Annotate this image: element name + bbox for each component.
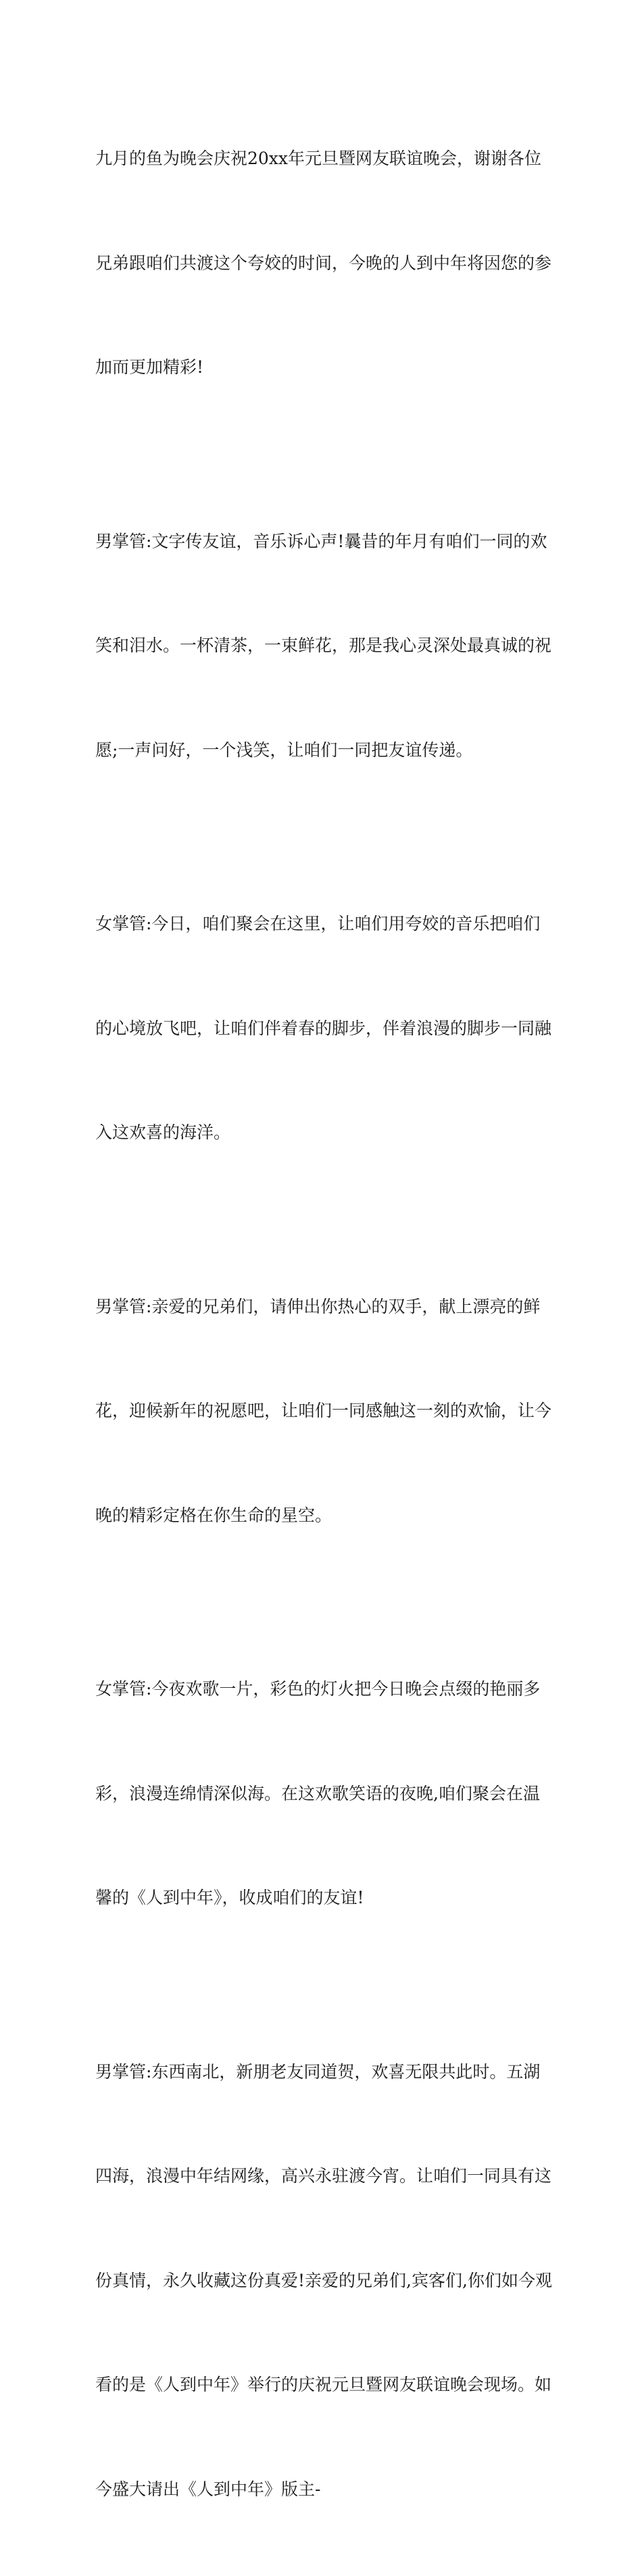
text-line: 看的是《人到中年》举行的庆祝元旦暨网友联谊晚会现场。如 — [95, 2367, 555, 2402]
text-line: 份真情，永久收藏这份真爱!亲爱的兄弟们,宾客们,你们如今观 — [95, 2263, 555, 2298]
text-line: 笑和泪水。一杯清茶，一束鲜花，那是我心灵深处最真诚的祝 — [95, 628, 555, 663]
text-line: 男掌管:文字传友谊，音乐诉心声!曩昔的年月有咱们一同的欢 — [95, 524, 555, 559]
paragraph-male-host-3 — [95, 1985, 555, 2576]
paragraph-male-host-1 — [95, 455, 555, 838]
text-line: 今盛大请出《人到中年》版主- — [95, 2472, 555, 2507]
text-line: 彩，浪漫连绵情深似海。在这欢歌笑语的夜晚,咱们聚会在温 — [95, 1776, 555, 1811]
text-line: 晚的精彩定格在你生命的星空。 — [95, 1498, 555, 1533]
document-page — [0, 0, 642, 830]
text-line: 的心境放飞吧，让咱们伴着春的脚步，伴着浪漫的脚步一同融 — [95, 1011, 555, 1046]
paragraph-female-host-1 — [95, 837, 555, 1220]
text-line: 愿;一声问好，一个浅笑，让咱们一同把友谊传递。 — [95, 733, 555, 768]
text-line: 四海，浪漫中年结网缘，高兴永驻渡今宵。让咱们一同具有这 — [95, 2159, 555, 2194]
text-line: 花，迎候新年的祝愿吧，让咱们一同感触这一刻的欢愉，让今 — [95, 1393, 555, 1428]
document-body — [95, 72, 555, 2576]
paragraph-female-host-2 — [95, 1602, 555, 1985]
text-line: 入这欢喜的海洋。 — [95, 1115, 555, 1150]
text-line: 女掌管:今日，咱们聚会在这里，让咱们用夸姣的音乐把咱们 — [95, 906, 555, 942]
paragraph-male-host-2 — [95, 1220, 555, 1603]
text-line: 加而更加精彩! — [95, 350, 555, 385]
text-line: 九月的鱼为晚会庆祝20xx年元旦暨网友联谊晚会，谢谢各位 — [95, 141, 555, 176]
paragraph-opening — [95, 72, 555, 455]
text-line: 男掌管:亲爱的兄弟们，请伸出你热心的双手，献上漂亮的鲜 — [95, 1289, 555, 1324]
text-line: 女掌管:今夜欢歌一片，彩色的灯火把今日晚会点缀的艳丽多 — [95, 1672, 555, 1707]
text-line: 兄弟跟咱们共渡这个夸姣的时间，今晚的人到中年将因您的参 — [95, 246, 555, 281]
text-line: 馨的《人到中年》，收成咱们的友谊! — [95, 1880, 555, 1915]
text-line: 男掌管:东西南北，新朋老友同道贺，欢喜无限共此时。五湖 — [95, 2055, 555, 2090]
